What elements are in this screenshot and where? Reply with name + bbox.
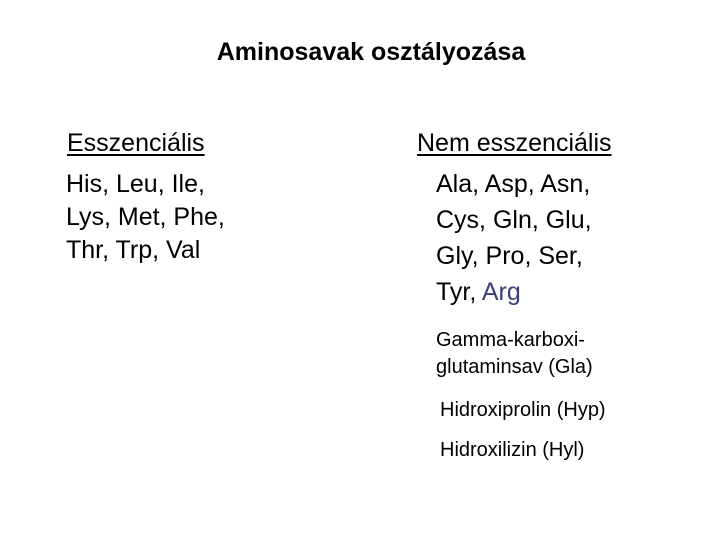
non-essential-heading: Nem esszenciális bbox=[417, 129, 612, 157]
non-essential-line-text: Tyr, bbox=[436, 278, 482, 306]
essential-heading: Esszenciális bbox=[67, 129, 205, 157]
essential-list bbox=[66, 168, 225, 267]
non-essential-last-line bbox=[436, 274, 592, 310]
hyl-note: Hidroxilizin (Hyl) bbox=[440, 439, 585, 461]
highlighted-amino-acid: Arg bbox=[481, 278, 521, 306]
non-essential-line: Cys, Gln, Glu, bbox=[436, 206, 592, 234]
essential-line: Lys, Met, Phe, bbox=[66, 203, 225, 231]
non-essential-list bbox=[436, 166, 592, 310]
page-title: Aminosavak osztályozása bbox=[216, 38, 526, 66]
gla-note bbox=[436, 327, 593, 381]
hyp-note: Hidroxiprolin (Hyp) bbox=[440, 399, 606, 421]
non-essential-line: Gly, Pro, Ser, bbox=[436, 242, 583, 270]
gla-note-line2: glutaminsav (Gla) bbox=[436, 356, 593, 378]
non-essential-line: Ala, Asp, Asn, bbox=[436, 170, 591, 198]
essential-line: His, Leu, Ile, bbox=[66, 170, 205, 198]
essential-line: Thr, Trp, Val bbox=[66, 236, 201, 264]
gla-note-line1: Gamma-karboxi- bbox=[436, 329, 585, 351]
